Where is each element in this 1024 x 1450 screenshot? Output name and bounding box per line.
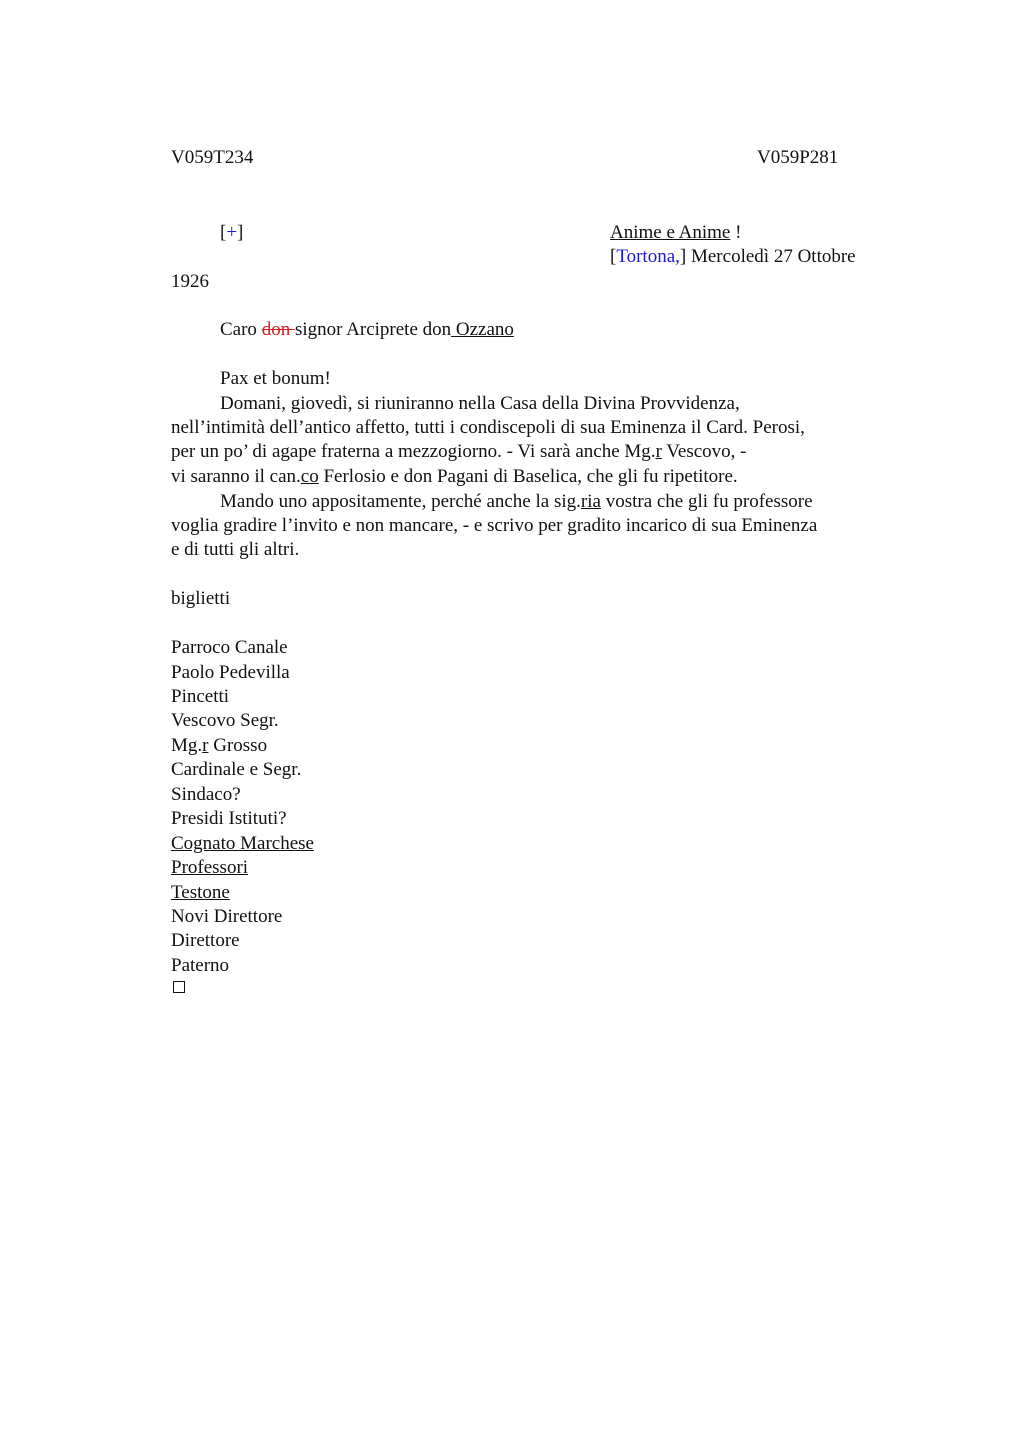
list-item: Pincetti: [171, 686, 230, 707]
place-name: Tortona,: [616, 246, 680, 267]
list-item: Vescovo Segr.: [171, 710, 279, 731]
salutation-prefix: Caro: [220, 319, 262, 340]
place-date: [610, 245, 856, 269]
list-item: Direttore: [171, 930, 240, 951]
list-item: Cognato Marchese: [171, 833, 314, 854]
list-item: Cardinale e Segr.: [171, 759, 302, 780]
body-line: [220, 490, 813, 514]
list-item: Parroco Canale: [171, 637, 288, 658]
body-text: vi saranno il can.: [171, 466, 301, 487]
body-line: [171, 465, 738, 489]
list-item: [171, 734, 267, 758]
place-bracket-close: ]: [679, 246, 687, 267]
letter-title: [610, 221, 741, 245]
date-year: 1926: [171, 271, 209, 292]
document-code-right: V059P281: [757, 147, 839, 168]
body-text: Mando uno appositamente, perché anche la sig.: [220, 491, 581, 512]
list-item: Testone: [171, 882, 230, 903]
body-line: nell’intimità dell’antico affetto, tutti i condiscepoli di sua Eminenza il Card. Perosi,: [171, 417, 805, 438]
list-text: Grosso: [208, 735, 268, 756]
deleted-word: don: [261, 319, 295, 340]
abbrev-superscript: r: [655, 441, 662, 462]
body-line: [171, 440, 747, 464]
salutation: [220, 318, 514, 342]
title-suffix: !: [730, 222, 742, 243]
document-code-left: V059T234: [171, 147, 254, 168]
abbrev-superscript: r: [202, 735, 209, 756]
cross-mark: [220, 221, 243, 245]
list-item: Presidi Istituti?: [171, 808, 287, 829]
body-text: Vescovo, -: [661, 441, 747, 462]
body-line: Domani, giovedì, si riuniranno nella Casa della Divina Provvidenza,: [220, 393, 740, 414]
end-box-icon: [173, 981, 185, 993]
body-line: e di tutti gli altri.: [171, 539, 300, 560]
abbrev-superscript: ria: [580, 491, 601, 512]
recipient-name: Ozzano: [451, 319, 514, 340]
list-item: Sindaco?: [171, 784, 241, 805]
list-item: Professori: [171, 857, 249, 878]
body-text: Ferlosio e don Pagani di Baselica, che gli fu ripetitore.: [318, 466, 738, 487]
salutation-middle: signor Arciprete don: [294, 319, 452, 340]
abbrev-superscript: co: [300, 466, 319, 487]
list-heading: biglietti: [171, 588, 231, 609]
bracket-close: ]: [237, 222, 244, 243]
bracket-open: [: [220, 222, 227, 243]
place-bracket-open: [: [610, 246, 617, 267]
list-item: Novi Direttore: [171, 906, 283, 927]
list-item: Paterno: [171, 955, 230, 976]
greeting: Pax et bonum!: [220, 368, 331, 389]
date-text: Mercoledì 27 Ottobre: [686, 246, 856, 267]
list-text: Mg.: [171, 735, 203, 756]
body-line: voglia gradire l’invito e non mancare, - e scrivo per gradito incarico di sua Eminenza: [171, 515, 818, 536]
list-item: Paolo Pedevilla: [171, 662, 290, 683]
cross-icon: +: [226, 222, 238, 243]
title-text: Anime e Anime: [610, 222, 731, 243]
body-text: per un po’ di agape fraterna a mezzogiorno. - Vi sarà anche Mg.: [171, 441, 656, 462]
body-text: vostra che gli fu professore: [600, 491, 813, 512]
